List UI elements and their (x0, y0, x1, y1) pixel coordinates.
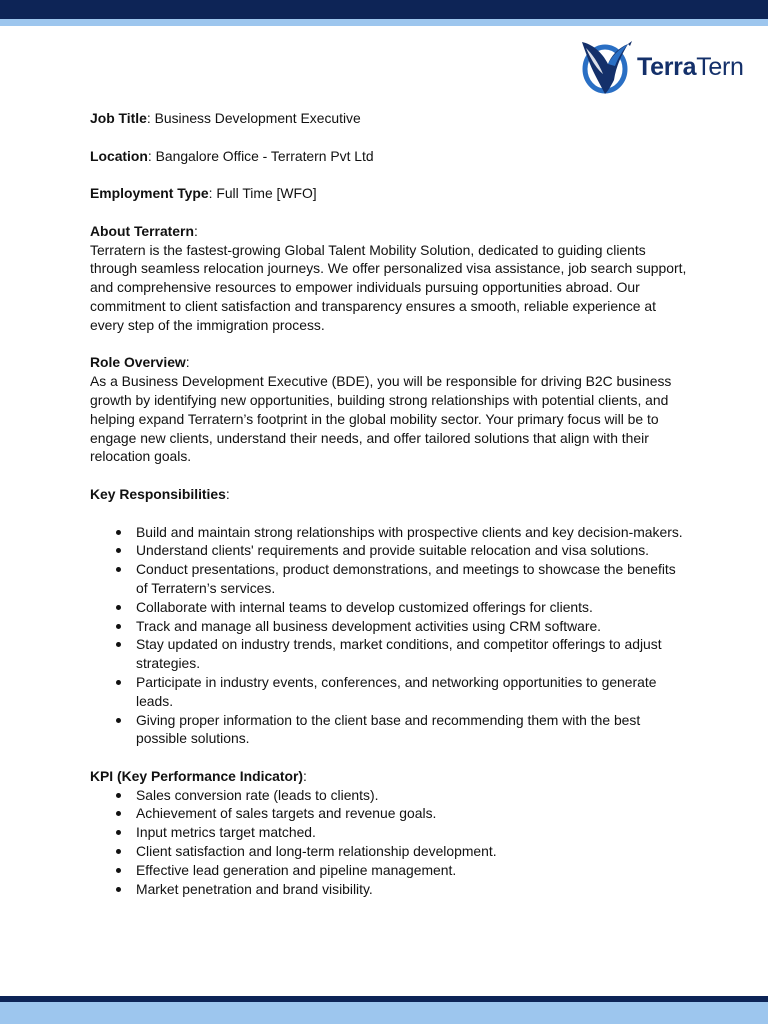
header-band-dark (0, 0, 768, 19)
about-heading-text: About Terratern (90, 222, 194, 239)
list-item: Effective lead generation and pipeline management. (90, 861, 690, 880)
list-item: Conduct presentations, product demonstrations, and meetings to showcase the benefits of Terratern’s services. (90, 560, 690, 598)
about-heading-colon: : (193, 222, 198, 239)
list-item: Participate in industry events, conferences, and networking opportunities to generate leads. (90, 673, 690, 711)
list-item: Input metrics target matched. (90, 823, 690, 842)
responsibilities-heading-text: Key Responsibilities (90, 485, 226, 502)
kpi-heading-text: KPI (Key Performance Indicator) (90, 767, 304, 784)
list-item: Giving proper information to the client base and recommending them with the best possible solutions. (90, 711, 690, 749)
list-item: Client satisfaction and long-term relationship development. (90, 842, 690, 861)
kpi-heading (90, 767, 690, 786)
job-title-value: : Business Development Executive (146, 110, 361, 126)
list-item: Sales conversion rate (leads to clients). (90, 786, 690, 805)
tern-bird-icon (578, 36, 634, 96)
terratern-logo (578, 36, 756, 96)
job-title-line (90, 109, 690, 128)
list-item: Build and maintain strong relationships with prospective clients and key decision-makers. (90, 523, 690, 542)
role-overview-heading (90, 353, 690, 372)
footer-band-light (0, 1002, 768, 1024)
employment-type-line (90, 184, 690, 203)
location-label: Location (90, 147, 148, 164)
location-value: : Bangalore Office - Terratern Pvt Ltd (147, 147, 374, 164)
job-description (90, 109, 690, 898)
employment-type-label: Employment Type (90, 185, 209, 202)
responsibilities-heading (90, 485, 690, 504)
about-body: Terratern is the fastest-growing Global Talent Mobility Solution, dedicated to guiding clients through seamless relocation journeys. We offer personalized visa assistance, job search support, and comprehensive resources to empower individuals pursuing opportunities abroad. Our commitment to client satisfaction and transparency ensures a smooth, reliable experience at every step of the immigration process. (90, 241, 687, 333)
employment-type-value: : Full Time [WFO] (208, 185, 317, 202)
list-item: Track and manage all business development activities using CRM software. (90, 617, 690, 636)
list-item: Stay updated on industry trends, market conditions, and competitor offerings to adjust strategies. (90, 635, 690, 673)
responsibilities-list (90, 523, 690, 749)
list-item: Understand clients' requirements and provide suitable relocation and visa solutions. (90, 541, 690, 560)
logo-wordmark (637, 53, 744, 81)
logo-word-tern: Tern (696, 53, 744, 81)
about-heading (90, 222, 690, 241)
list-item: Collaborate with internal teams to develop customized offerings for clients. (90, 598, 690, 617)
role-overview-body: As a Business Development Executive (BDE), you will be responsible for driving B2C business growth by identifying new opportunities, building strong relationships with potential clients, and helping expand Terratern’s footprint in the global mobility sector. Your primary focus will be to engage new clients, understand their needs, and offer tailored solutions that align with their relocation goals. (90, 373, 672, 465)
header-band-light (0, 19, 768, 26)
kpi-heading-colon: : (303, 767, 307, 784)
job-title-label: Job Title (90, 110, 147, 126)
kpi-list (90, 786, 690, 899)
location-line (90, 147, 690, 166)
list-item: Achievement of sales targets and revenue goals. (90, 804, 690, 823)
role-overview-heading-colon: : (185, 354, 190, 371)
role-overview-heading-text: Role Overview (90, 354, 186, 371)
logo-word-terra: Terra (637, 53, 697, 81)
list-item: Market penetration and brand visibility. (90, 880, 690, 899)
responsibilities-heading-colon: : (225, 485, 230, 502)
